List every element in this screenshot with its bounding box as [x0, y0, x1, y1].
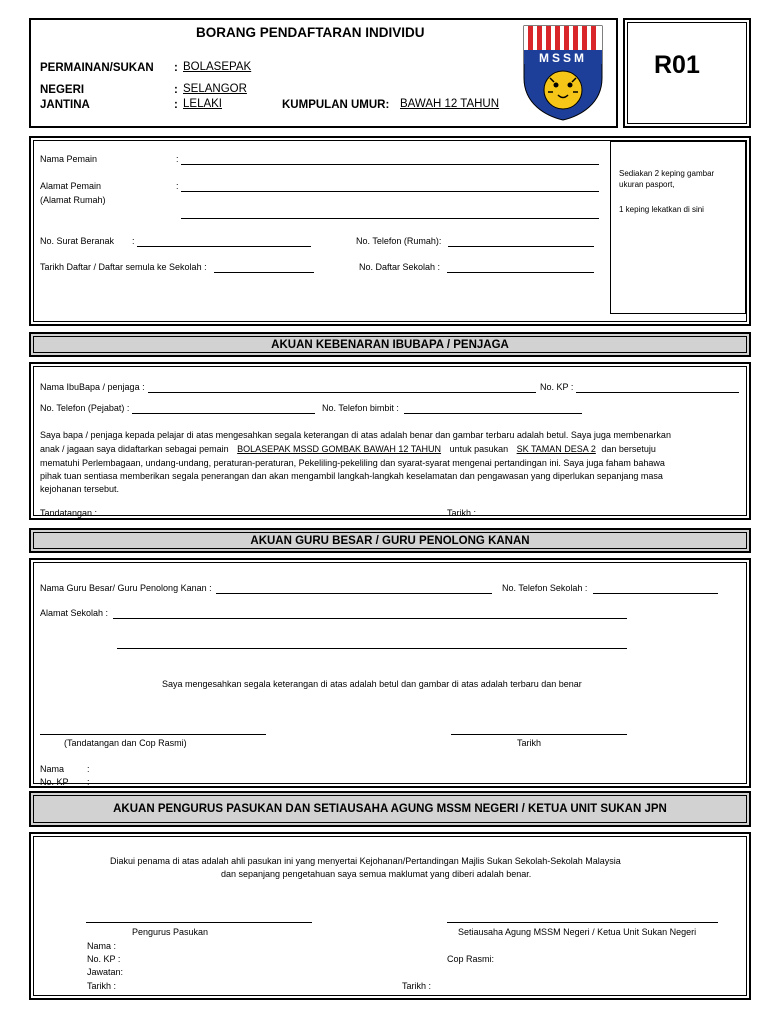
- parent-declaration-2: anak / jagaan saya didaftarkan sebagai pemain BOLASEPAK MSSD GOMBAK BAWAH 12 TAHUN untuk pasukan SK TAMAN DESA 2 dan bersetuju: [40, 444, 656, 454]
- photo-box: [610, 141, 746, 314]
- secretary-date-label: Tarikh :: [402, 981, 432, 991]
- sport-colon: :: [174, 62, 178, 74]
- state-value: SELANGOR: [183, 83, 247, 95]
- parent-declaration-5: kejohanan tersebut.: [40, 484, 120, 494]
- school-address-field-1[interactable]: [113, 608, 627, 619]
- hm-date-line: [451, 734, 627, 735]
- hm-name-colon: :: [87, 764, 90, 774]
- parent-declaration-4: pihak tuan sentiasa memberikan segala penerangan dan akan mengambil langkah-langkah keselamatan dan pengawasan yang diperlukan sepanjang masa: [40, 471, 663, 481]
- logo-text: MSSM: [539, 51, 587, 65]
- parent-signature-label: Tandatangan :: [40, 508, 98, 518]
- office-phone-field[interactable]: [132, 403, 315, 414]
- age-group-value: BAWAH 12 TAHUN: [400, 98, 500, 110]
- state-colon: :: [174, 84, 178, 96]
- hm-date-label: Tarikh: [517, 738, 542, 748]
- office-phone-label: No. Telefon (Pejabat) :: [40, 403, 130, 413]
- school-phone-label: No. Telefon Sekolah :: [502, 583, 588, 593]
- form-code: R01: [654, 51, 700, 79]
- parent-declaration-1: Saya bapa / penjaga kepada pelajar di atas mengesahkan segala keterangan di atas adalah benar dan gambar terbaru adalah betul. Saya juga membenarkan: [40, 430, 671, 440]
- headmaster-heading: AKUAN GURU BESAR / GURU PENOLONG KANAN: [33, 532, 747, 549]
- secretary-label: Setiausaha Agung MSSM Negeri / Ketua Unit Sukan Negeri: [458, 927, 697, 937]
- photo-note-1: Sediakan 2 keping gambar: [619, 169, 715, 178]
- parent-date-label: Tarikh :: [447, 508, 477, 518]
- parent-heading-banner: [29, 332, 751, 357]
- sport-value: BOLASEPAK: [183, 61, 252, 73]
- form-title: BORANG PENDAFTARAN INDIVIDU: [196, 25, 425, 40]
- mobile-label: No. Telefon bimbit :: [322, 403, 399, 413]
- manager-date-label: Tarikh :: [87, 981, 117, 991]
- secretary-signature-line: [447, 922, 718, 923]
- manager-label: Pengurus Pasukan: [132, 927, 209, 937]
- team-name: BOLASEPAK MSSD GOMBAK BAWAH 12 TAHUN: [237, 444, 442, 454]
- photo-note-3: 1 keping lekatkan di sini: [619, 205, 704, 214]
- manager-ic-label: No. KP :: [87, 954, 121, 964]
- school-name: SK TAMAN DESA 2: [516, 444, 596, 454]
- state-label: NEGERI: [40, 84, 85, 96]
- phone-home-field[interactable]: [448, 236, 594, 247]
- parent-ic-label: No. KP :: [540, 382, 574, 392]
- player-address-field-1[interactable]: [181, 181, 599, 192]
- manager-heading-banner: [29, 791, 751, 827]
- mssm-logo: [520, 22, 606, 122]
- school-reg-label: No. Daftar Sekolah :: [359, 262, 441, 272]
- hm-signature-line: [40, 734, 266, 735]
- player-address-label: Alamat Pemain: [40, 181, 102, 191]
- age-group-label: KUMPULAN UMUR:: [282, 99, 390, 111]
- hm-name-label: Nama Guru Besar/ Guru Penolong Kanan :: [40, 583, 212, 593]
- parent-name-label: Nama IbuBapa / penjaga :: [40, 382, 145, 392]
- parent-heading: AKUAN KEBENARAN IBUBAPA / PENJAGA: [33, 336, 747, 353]
- manager-name-label: Nama :: [87, 941, 117, 951]
- parent-ic-field[interactable]: [576, 382, 739, 393]
- phone-home-label: No. Telefon (Rumah):: [356, 236, 442, 246]
- gender-value: LELAKI: [183, 98, 222, 110]
- gender-colon: :: [174, 99, 178, 111]
- school-address-field-2[interactable]: [117, 638, 627, 649]
- mobile-field[interactable]: [404, 403, 582, 414]
- manager-declaration-1: Diakui penama di atas adalah ahli pasukan ini yang menyertai Kejohanan/Pertandingan Majlis Sukan Sekolah-Sekolah Malaysia: [110, 856, 621, 866]
- player-address-colon: :: [176, 181, 179, 191]
- player-address-sublabel: (Alamat Rumah): [40, 195, 106, 205]
- sport-label: PERMAINAN/SUKAN: [40, 62, 154, 74]
- manager-declaration-2: dan sepanjang pengetahuan saya semua maklumat yang diberi adalah benar.: [221, 869, 532, 879]
- player-name-label: Nama Pemain: [40, 154, 98, 164]
- stamp-label: Cop Rasmi:: [447, 954, 495, 964]
- hm-name-label-2: Nama: [40, 764, 65, 774]
- birth-cert-field[interactable]: [137, 236, 311, 247]
- headmaster-heading-banner: [29, 528, 751, 553]
- register-date-field[interactable]: [214, 262, 314, 273]
- manager-position-label: Jawatan:: [87, 967, 124, 977]
- hm-declaration: Saya mengesahkan segala keterangan di atas adalah betul dan gambar di atas adalah terbaru dan benar: [162, 679, 582, 689]
- hm-signature-label: (Tandatangan dan Cop Rasmi): [64, 738, 187, 748]
- hm-ic-label: No. KP: [40, 777, 69, 787]
- hm-ic-colon: :: [87, 777, 90, 787]
- parent-name-field[interactable]: [148, 382, 536, 393]
- manager-signature-line: [86, 922, 312, 923]
- player-name-colon: :: [176, 154, 179, 164]
- player-address-field-2[interactable]: [181, 208, 599, 219]
- parent-declaration-3: mematuhi Perlembagaan, undang-undang, peraturan-peraturan, Pekeliling-pekeliling dan syarat-syarat mengenai pertandingan ini. Saya juga faham bahawa: [40, 458, 665, 468]
- manager-heading: AKUAN PENGURUS PASUKAN DAN SETIAUSAHA AGUNG MSSM NEGERI / KETUA UNIT SUKAN JPN: [33, 795, 747, 823]
- school-address-label: Alamat Sekolah :: [40, 608, 109, 618]
- register-date-label: Tarikh Daftar / Daftar semula ke Sekolah :: [40, 262, 207, 272]
- school-reg-field[interactable]: [447, 262, 594, 273]
- player-name-field[interactable]: [181, 154, 599, 165]
- school-phone-field[interactable]: [593, 583, 718, 594]
- photo-note-2: ukuran pasport,: [619, 180, 675, 189]
- birth-cert-colon: :: [132, 236, 135, 246]
- hm-name-field[interactable]: [216, 583, 492, 594]
- gender-label: JANTINA: [40, 99, 90, 111]
- birth-cert-label: No. Surat Beranak: [40, 236, 115, 246]
